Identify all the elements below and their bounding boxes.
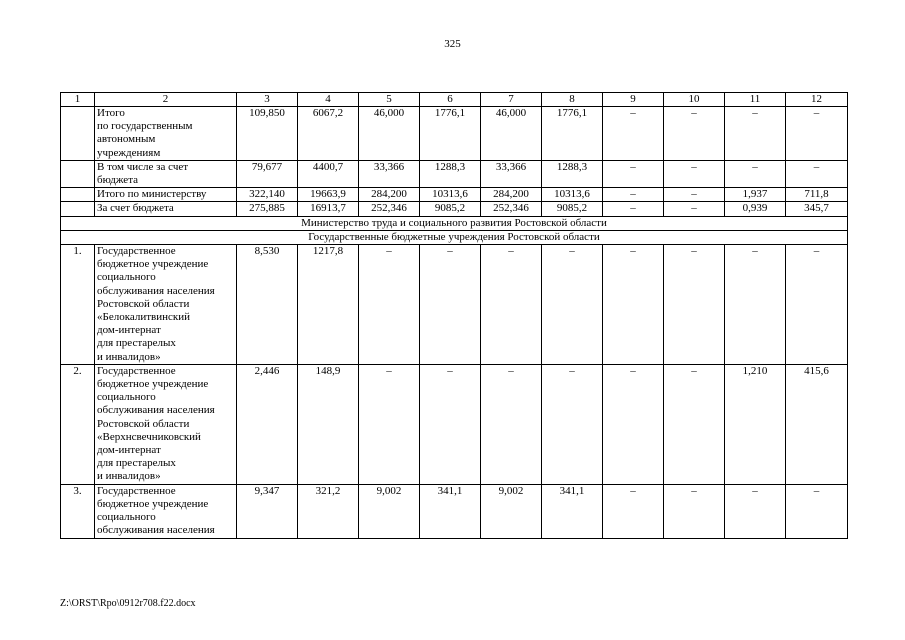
row-name [95, 188, 237, 202]
cell-value: 10313,6 [420, 188, 481, 202]
cell-value: – [725, 107, 786, 161]
cell-value: – [420, 364, 481, 484]
summary-rows [61, 107, 848, 217]
row-name-line: Ростовской области [97, 297, 190, 310]
section-institutions-title: Государственные бюджетные учреждения Ростовской области [61, 230, 848, 244]
cell-value: 1217,8 [298, 245, 359, 365]
column-header: 5 [359, 93, 420, 107]
column-header: 7 [481, 93, 542, 107]
cell-value: 1776,1 [420, 107, 481, 161]
column-header: 10 [664, 93, 725, 107]
row-name-line: Итого по министерству [97, 188, 207, 201]
column-number-row [61, 93, 848, 107]
row-name-line: для престарелых [97, 457, 176, 470]
cell-value: 9,347 [237, 484, 298, 538]
cell-value: – [603, 202, 664, 216]
cell-value: 9085,2 [420, 202, 481, 216]
cell-value: 284,200 [359, 188, 420, 202]
column-header: 8 [542, 93, 603, 107]
cell-value: 0,939 [725, 202, 786, 216]
column-header: 12 [786, 93, 848, 107]
cell-value: – [603, 160, 664, 187]
cell-value: 8,530 [237, 245, 298, 365]
row-name-line: Государственное [97, 245, 176, 258]
row-name-line: «Белокалитвинский [97, 311, 190, 324]
cell-value: 322,140 [237, 188, 298, 202]
table-row [61, 160, 848, 187]
cell-value: – [786, 107, 848, 161]
cell-value: 9085,2 [542, 202, 603, 216]
column-header: 3 [237, 93, 298, 107]
cell-value: 6067,2 [298, 107, 359, 161]
cell-value: 148,9 [298, 364, 359, 484]
table-row [61, 188, 848, 202]
row-name-line: обслуживания населения [97, 404, 215, 417]
cell-value: 46,000 [359, 107, 420, 161]
table-row [61, 484, 848, 538]
cell-value: – [603, 364, 664, 484]
row-name-line: обслуживания населения [97, 524, 215, 537]
row-name [95, 160, 237, 187]
cell-value: – [725, 245, 786, 365]
cell-value: 4400,7 [298, 160, 359, 187]
cell-value: – [481, 364, 542, 484]
cell-value: – [664, 107, 725, 161]
cell-value: 321,2 [298, 484, 359, 538]
column-header: 11 [725, 93, 786, 107]
row-name [95, 245, 237, 365]
row-name-line: и инвалидов» [97, 350, 161, 363]
column-header: 9 [603, 93, 664, 107]
column-header: 4 [298, 93, 359, 107]
cell-value: 33,366 [359, 160, 420, 187]
table-row [61, 107, 848, 161]
cell-value: 1,210 [725, 364, 786, 484]
cell-value: 284,200 [481, 188, 542, 202]
cell-value: 9,002 [359, 484, 420, 538]
row-name-line: «Верхнсвечниковский [97, 430, 201, 443]
row-name-line: социального [97, 511, 156, 524]
row-name-line: Государственное [97, 484, 176, 497]
cell-value: – [603, 245, 664, 365]
cell-value: 341,1 [420, 484, 481, 538]
row-number [61, 188, 95, 202]
column-header: 2 [95, 93, 237, 107]
row-name-line: для престарелых [97, 337, 176, 350]
row-name-line: обслуживания населения [97, 284, 215, 297]
cell-value: 415,6 [786, 364, 848, 484]
cell-value: – [786, 484, 848, 538]
cell-value: – [420, 245, 481, 365]
row-number: 2. [61, 364, 95, 484]
cell-value: 10313,6 [542, 188, 603, 202]
institution-rows [61, 245, 848, 538]
row-name-line: и инвалидов» [97, 470, 161, 483]
row-name [95, 202, 237, 216]
cell-value: – [542, 364, 603, 484]
row-name-line: Государственное [97, 364, 176, 377]
cell-value: – [603, 188, 664, 202]
row-name-line: бюджета [97, 174, 139, 187]
cell-value: – [725, 484, 786, 538]
column-header: 6 [420, 93, 481, 107]
cell-value: 79,677 [237, 160, 298, 187]
section-ministry-title: Министерство труда и социального развития Ростовской области [61, 216, 848, 230]
cell-value: – [664, 202, 725, 216]
cell-value: 341,1 [542, 484, 603, 538]
cell-value: – [481, 245, 542, 365]
row-name-line: Ростовской области [97, 417, 190, 430]
row-name-line: бюджетное учреждение [97, 258, 209, 271]
table-row [61, 245, 848, 365]
cell-value: – [664, 188, 725, 202]
table-row [61, 364, 848, 484]
row-name-line: бюджетное учреждение [97, 378, 209, 391]
row-name-line: учреждениям [97, 146, 161, 159]
cell-value: – [542, 245, 603, 365]
page-number: 325 [444, 38, 461, 50]
cell-value: 1776,1 [542, 107, 603, 161]
cell-value: – [786, 245, 848, 365]
cell-value: – [664, 245, 725, 365]
cell-value: – [786, 160, 848, 187]
row-name-line: дом-интернат [97, 444, 161, 457]
cell-value: – [359, 364, 420, 484]
cell-value: 19663,9 [298, 188, 359, 202]
row-number [61, 202, 95, 216]
row-name-line: бюджетное учреждение [97, 497, 209, 510]
column-header: 1 [61, 93, 95, 107]
cell-value: 711,8 [786, 188, 848, 202]
row-number: 1. [61, 245, 95, 365]
row-name [95, 484, 237, 538]
cell-value: – [603, 484, 664, 538]
row-name-line: по государственным [97, 120, 193, 133]
row-number: 3. [61, 484, 95, 538]
row-name [95, 107, 237, 161]
cell-value: 2,446 [237, 364, 298, 484]
section-row [61, 216, 848, 230]
row-name-line: За счет бюджета [97, 202, 174, 215]
cell-value: 275,885 [237, 202, 298, 216]
file-path-footer: Z:\ORST\Rpo\0912r708.f22.docx [60, 598, 196, 609]
row-name-line: социального [97, 271, 156, 284]
cell-value: – [603, 107, 664, 161]
cell-value: 252,346 [481, 202, 542, 216]
cell-value: – [664, 364, 725, 484]
table-row [61, 202, 848, 216]
cell-value: 1288,3 [420, 160, 481, 187]
row-name-line: дом-интернат [97, 324, 161, 337]
row-name-line: автономным [97, 133, 156, 146]
data-table [60, 92, 848, 539]
row-number [61, 160, 95, 187]
row-name [95, 364, 237, 484]
cell-value: – [664, 484, 725, 538]
row-name-line: социального [97, 391, 156, 404]
cell-value: – [725, 160, 786, 187]
section-row [61, 230, 848, 244]
cell-value: 1288,3 [542, 160, 603, 187]
row-number [61, 107, 95, 161]
cell-value: 9,002 [481, 484, 542, 538]
row-name-line: В том числе за счет [97, 160, 189, 173]
cell-value: 16913,7 [298, 202, 359, 216]
cell-value: 1,937 [725, 188, 786, 202]
row-name-line: Итого [97, 107, 125, 119]
cell-value: 109,850 [237, 107, 298, 161]
cell-value: 46,000 [481, 107, 542, 161]
cell-value: 33,366 [481, 160, 542, 187]
cell-value: 345,7 [786, 202, 848, 216]
cell-value: 252,346 [359, 202, 420, 216]
cell-value: – [664, 160, 725, 187]
cell-value: – [359, 245, 420, 365]
